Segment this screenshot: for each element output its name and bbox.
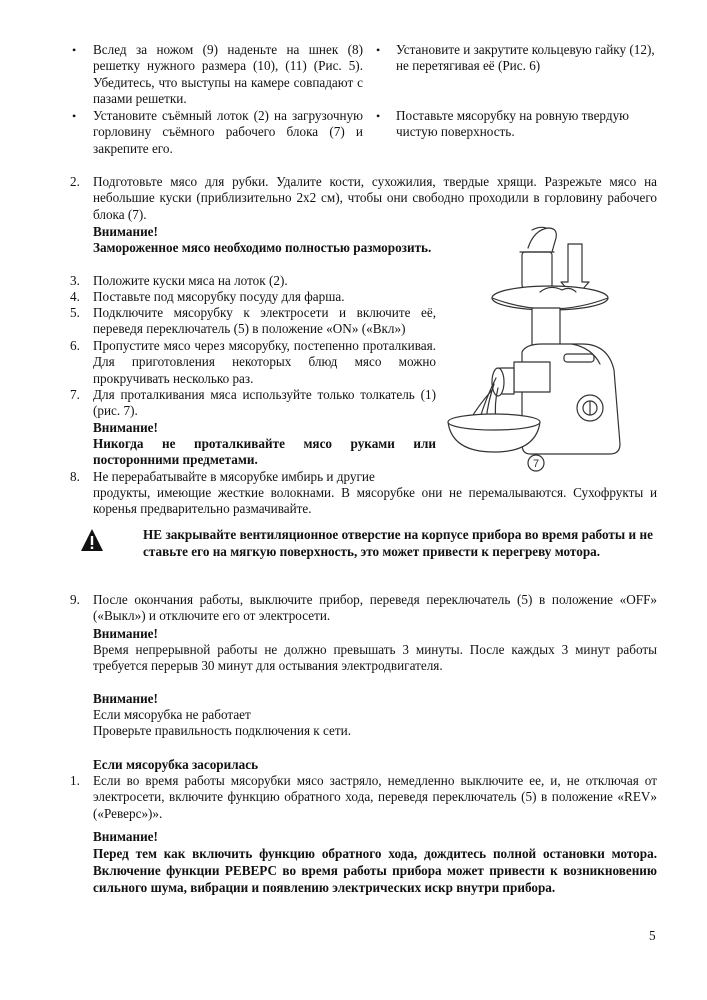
bullet-marker: • xyxy=(72,109,77,123)
bullet-marker: • xyxy=(72,43,77,57)
bullet-item: Установите и закрутите кольцевую гайку (12), не перетягивая её (Рис. 6) xyxy=(396,42,655,74)
step-number: 8. xyxy=(70,469,80,484)
reverse-warning-note: Перед тем как включить функцию обратного хода, дождитесь полной остановки мотора. Включение функции РЕВЕРС во время работы прибора может привести к возникновению сильного шума, вибрации и появлению электрических искр внутри прибора. xyxy=(93,846,657,895)
bullet-item: Поставьте мясорубку на ровную твердую чистую поверхность. xyxy=(396,108,630,140)
bullet-marker: • xyxy=(376,43,381,57)
meat-grinder-illustration xyxy=(440,212,660,474)
step-number: 9. xyxy=(70,592,80,607)
no-hands-note: Никогда не проталкивайте мясо руками или посторонними предметами. xyxy=(93,436,436,468)
bullet-item: Установите съёмный лоток (2) на загрузочную горловину съёмного рабочего блока (7) и закрепите его. xyxy=(93,108,363,156)
step-number: 5. xyxy=(70,305,80,320)
figure-label: 7 xyxy=(532,458,540,470)
warning-triangle-icon xyxy=(80,528,104,552)
step-text: Подготовьте мясо для рубки. Удалите кости, сухожилия, твердые хрящи. Разрежьте мясо на небольшие куски (приблизительно 2х2 см), чтобы они свободно проходили в горловину рабочего блока (7). xyxy=(93,174,657,222)
bullet-item: Вслед за ножом (9) наденьте на шнек (8) решетку нужного размера (10), (11) (Рис. 5). Убедитесь, что выступы на камере совпадают с пазами решетки. xyxy=(93,42,363,107)
warning-text: НЕ закрывайте вентиляционное отверстие на корпусе прибора во время работы и не ставьте его на мягкую поверхность, это может привести к перегреву мотора. xyxy=(143,527,653,559)
attention-label: Внимание! xyxy=(93,420,158,435)
page-number: 5 xyxy=(649,928,656,943)
step-number: 4. xyxy=(70,289,80,304)
step-text: Если во время работы мясорубки мясо застряло, немедленно выключите ее, и, не отключая от электросети, включите функцию обратного хода, переведя переключатель (5) в положение «REV» («Реверс»)». xyxy=(93,773,657,821)
frozen-note: Замороженное мясо необходимо полностью разморозить. xyxy=(93,240,432,255)
step-text: Не перерабатывайте в мясорубке имбирь и другие xyxy=(93,469,375,484)
step-text: Поставьте под мясорубку посуду для фарша. xyxy=(93,289,345,304)
troubleshoot-line: Проверьте правильность подключения к сети. xyxy=(93,723,351,738)
attention-label: Внимание! xyxy=(93,224,158,239)
troubleshoot-line: Если мясорубка не работает xyxy=(93,707,251,722)
step-number: 7. xyxy=(70,387,80,402)
step-text: Положите куски мяса на лоток (2). xyxy=(93,273,288,288)
step-text: Пропустите мясо через мясорубку, постепенно проталкивая. Для приготовления некоторых блюд мясо можно прокручивать несколько раз. xyxy=(93,338,436,386)
section-heading: Если мясорубка засорилась xyxy=(93,757,259,772)
bullet-marker: • xyxy=(376,109,381,123)
step-text-continued: продукты, имеющие жесткие волокнами. В мясорубке они не перемалываются. Сухофрукты и коренья предварительно размачивайте. xyxy=(93,485,657,517)
attention-label: Внимание! xyxy=(93,691,158,706)
attention-label: Внимание! xyxy=(93,829,158,844)
step-number: 2. xyxy=(70,174,80,189)
step-number: 3. xyxy=(70,273,80,288)
step-text: После окончания работы, выключите прибор, переведя переключатель (5) в положение «OFF» («Выкл») и отключите его от электросети. xyxy=(93,592,657,624)
attention-label: Внимание! xyxy=(93,626,158,641)
step-number: 6. xyxy=(70,338,80,353)
step-number: 1. xyxy=(70,773,80,788)
step-text: Подключите мясорубку к электросети и включите её, переведя переключатель (5) в положение «ON» («Вкл») xyxy=(93,305,436,337)
continuous-work-note: Время непрерывной работы не должно превышать 3 минуты. После каждых 3 минут работы требуется перерыв 30 минут для остывания электродвигателя. xyxy=(93,642,657,674)
step-text: Для проталкивания мяса используйте только толкатель (1) (рис. 7). xyxy=(93,387,436,419)
